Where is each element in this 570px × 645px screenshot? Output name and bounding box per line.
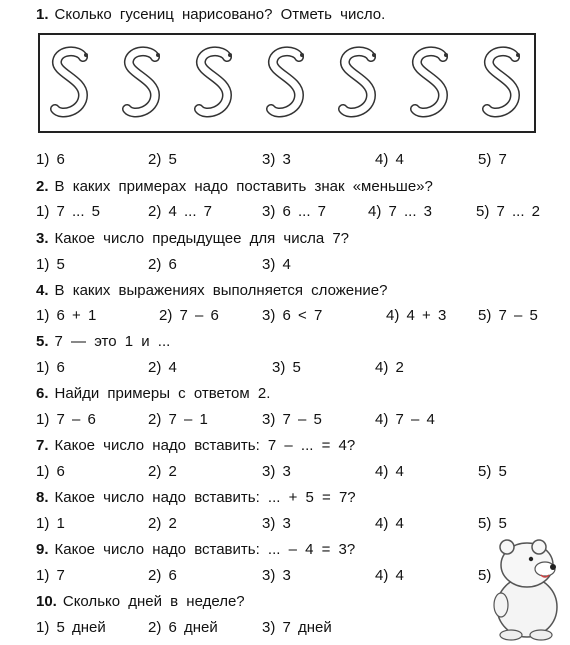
question-text: В каких выражениях выполняется сложение? bbox=[54, 282, 388, 299]
caterpillar-icon bbox=[121, 45, 165, 125]
polar-bear-icon bbox=[487, 535, 565, 641]
answer-option[interactable]: 5) 5 bbox=[478, 515, 507, 532]
answer-option[interactable]: 2) 4 ... 7 bbox=[148, 203, 213, 220]
answer-options-1 bbox=[36, 151, 556, 171]
question-number: 10. bbox=[36, 593, 57, 610]
answer-option[interactable]: 1) 5 дней bbox=[36, 619, 106, 636]
question-text: Какое число надо вставить: 7 – ... = 4? bbox=[54, 437, 356, 454]
question-number: 8. bbox=[36, 489, 49, 506]
question-text: Сколько гусениц нарисовано? Отметь число. bbox=[54, 6, 386, 23]
answer-options-8 bbox=[36, 515, 556, 535]
answer-option[interactable]: 3) 3 bbox=[262, 567, 291, 584]
answer-options-6 bbox=[36, 411, 556, 431]
answer-option[interactable]: 1) 6 bbox=[36, 463, 65, 480]
question-text: В каких примерах надо поставить знак «меньше»? bbox=[54, 178, 433, 195]
question-number: 7. bbox=[36, 437, 49, 454]
question-1 bbox=[36, 6, 385, 23]
answer-option[interactable]: 2) 6 bbox=[148, 256, 177, 273]
question-6 bbox=[36, 385, 270, 402]
answer-options-7 bbox=[36, 463, 556, 483]
answer-option[interactable]: 2) 2 bbox=[148, 515, 177, 532]
answer-option[interactable]: 4) 4 bbox=[375, 567, 404, 584]
answer-option[interactable]: 2) 5 bbox=[148, 151, 177, 168]
answer-option[interactable]: 1) 6 + 1 bbox=[36, 307, 97, 324]
answer-option[interactable]: 3) 4 bbox=[262, 256, 291, 273]
caterpillar-icon bbox=[481, 45, 525, 125]
answer-option[interactable]: 2) 6 дней bbox=[148, 619, 218, 636]
question-7 bbox=[36, 437, 355, 454]
answer-option[interactable]: 1) 7 – 6 bbox=[36, 411, 96, 428]
caterpillar-icon bbox=[409, 45, 453, 125]
question-text: Сколько дней в неделе? bbox=[62, 593, 245, 610]
answer-option[interactable]: 1) 6 bbox=[36, 151, 65, 168]
answer-option[interactable]: 4) 7 – 4 bbox=[375, 411, 435, 428]
question-4 bbox=[36, 282, 388, 299]
caterpillar-icon bbox=[49, 45, 93, 125]
answer-options-4 bbox=[36, 307, 556, 327]
answer-option[interactable]: 1) 1 bbox=[36, 515, 65, 532]
answer-options-9 bbox=[36, 567, 556, 587]
question-number: 2. bbox=[36, 178, 49, 195]
question-5 bbox=[36, 333, 170, 350]
question-2 bbox=[36, 178, 433, 195]
question-number: 9. bbox=[36, 541, 49, 558]
answer-option[interactable]: 4) 4 bbox=[375, 463, 404, 480]
answer-option[interactable]: 2) 2 bbox=[148, 463, 177, 480]
answer-option[interactable]: 2) 7 – 1 bbox=[148, 411, 208, 428]
caterpillar-icon bbox=[193, 45, 237, 125]
answer-option[interactable]: 5) 5 bbox=[478, 463, 507, 480]
caterpillar-picture-frame bbox=[38, 33, 536, 133]
answer-option[interactable]: 2) 7 – 6 bbox=[159, 307, 219, 324]
question-9 bbox=[36, 541, 355, 558]
question-text: 7 — это 1 и ... bbox=[54, 333, 171, 350]
answer-option[interactable]: 1) 6 bbox=[36, 359, 65, 376]
question-text: Какое число надо вставить: ... + 5 = 7? bbox=[54, 489, 356, 506]
answer-option[interactable]: 5) 7 – 5 bbox=[478, 307, 538, 324]
answer-option[interactable]: 3) 3 bbox=[262, 515, 291, 532]
answer-option[interactable]: 1) 7 bbox=[36, 567, 65, 584]
answer-option[interactable]: 3) 6 ... 7 bbox=[262, 203, 327, 220]
question-text: Какое число предыдущее для числа 7? bbox=[54, 230, 350, 247]
answer-option[interactable]: 4) 7 ... 3 bbox=[368, 203, 433, 220]
question-text: Найди примеры с ответом 2. bbox=[54, 385, 271, 402]
caterpillar-icon bbox=[337, 45, 381, 125]
answer-option[interactable]: 3) 6 < 7 bbox=[262, 307, 323, 324]
question-number: 4. bbox=[36, 282, 49, 299]
answer-option[interactable]: 3) 3 bbox=[262, 463, 291, 480]
question-3 bbox=[36, 230, 349, 247]
question-number: 6. bbox=[36, 385, 49, 402]
question-10 bbox=[36, 593, 245, 610]
answer-option[interactable]: 5) bbox=[478, 567, 492, 584]
answer-option[interactable]: 4) 4 + 3 bbox=[386, 307, 447, 324]
answer-option[interactable]: 4) 2 bbox=[375, 359, 404, 376]
answer-options-2 bbox=[36, 203, 556, 223]
answer-option[interactable]: 1) 5 bbox=[36, 256, 65, 273]
question-8 bbox=[36, 489, 356, 506]
answer-option[interactable]: 3) 7 дней bbox=[262, 619, 332, 636]
answer-option[interactable]: 2) 4 bbox=[148, 359, 177, 376]
answer-option[interactable]: 4) 4 bbox=[375, 515, 404, 532]
answer-option[interactable]: 3) 3 bbox=[262, 151, 291, 168]
answer-option[interactable]: 3) 7 – 5 bbox=[262, 411, 322, 428]
answer-options-5 bbox=[36, 359, 556, 379]
answer-option[interactable]: 1) 7 ... 5 bbox=[36, 203, 101, 220]
caterpillar-icon bbox=[265, 45, 309, 125]
question-text: Какое число надо вставить: ... – 4 = 3? bbox=[54, 541, 356, 558]
answer-option[interactable]: 5) 7 ... 2 bbox=[476, 203, 541, 220]
answer-option[interactable]: 4) 4 bbox=[375, 151, 404, 168]
answer-option[interactable]: 3) 5 bbox=[272, 359, 301, 376]
question-number: 3. bbox=[36, 230, 49, 247]
answer-option[interactable]: 2) 6 bbox=[148, 567, 177, 584]
question-number: 5. bbox=[36, 333, 49, 350]
question-number: 1. bbox=[36, 6, 49, 23]
answer-option[interactable]: 5) 7 bbox=[478, 151, 507, 168]
answer-options-3 bbox=[36, 256, 556, 276]
answer-options-10 bbox=[36, 619, 556, 639]
